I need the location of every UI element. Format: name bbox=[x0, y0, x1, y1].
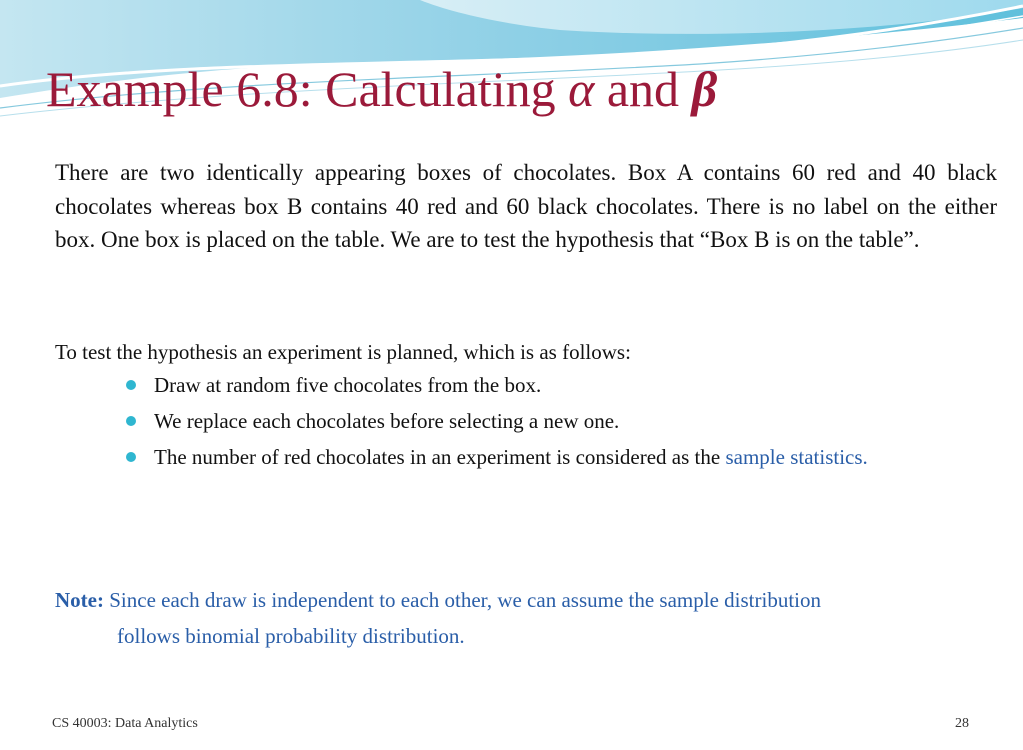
note-text-line1: Since each draw is independent to each other, we can assume the sample distribution bbox=[103, 588, 821, 612]
footer-course: CS 40003: Data Analytics bbox=[52, 716, 198, 731]
sample-statistics-highlight: sample statistics. bbox=[725, 445, 868, 469]
note-block bbox=[55, 582, 821, 654]
footer-page-number: 28 bbox=[955, 716, 969, 731]
list-item bbox=[154, 442, 997, 473]
experiment-intro: To test the hypothesis an experiment is planned, which is as follows: bbox=[55, 340, 631, 364]
note-label: Note: bbox=[55, 588, 104, 612]
list-item: We replace each chocolates before selecting a new one. bbox=[154, 406, 997, 437]
title-prefix: Example 6.8: Calculating bbox=[46, 61, 569, 117]
problem-paragraph: There are two identically appearing boxes of chocolates. Box A contains 60 red and 40 black chocolates whereas box B contains 40 red and 60 black chocolates. There is no label on the either box. One box is placed on the table. We are to test the hypothesis that “Box B is on the table”. bbox=[55, 160, 997, 252]
slide-title bbox=[46, 62, 717, 117]
note-text-line2: follows binomial probability distribution. bbox=[117, 624, 465, 648]
experiment-steps-list bbox=[154, 370, 997, 478]
title-alpha-symbol: α bbox=[568, 61, 595, 117]
title-beta-symbol: β bbox=[691, 61, 718, 117]
title-and: and bbox=[594, 61, 692, 117]
list-item: Draw at random five chocolates from the box. bbox=[154, 370, 997, 401]
bullet3-text: The number of red chocolates in an experiment is considered as the bbox=[154, 445, 726, 469]
